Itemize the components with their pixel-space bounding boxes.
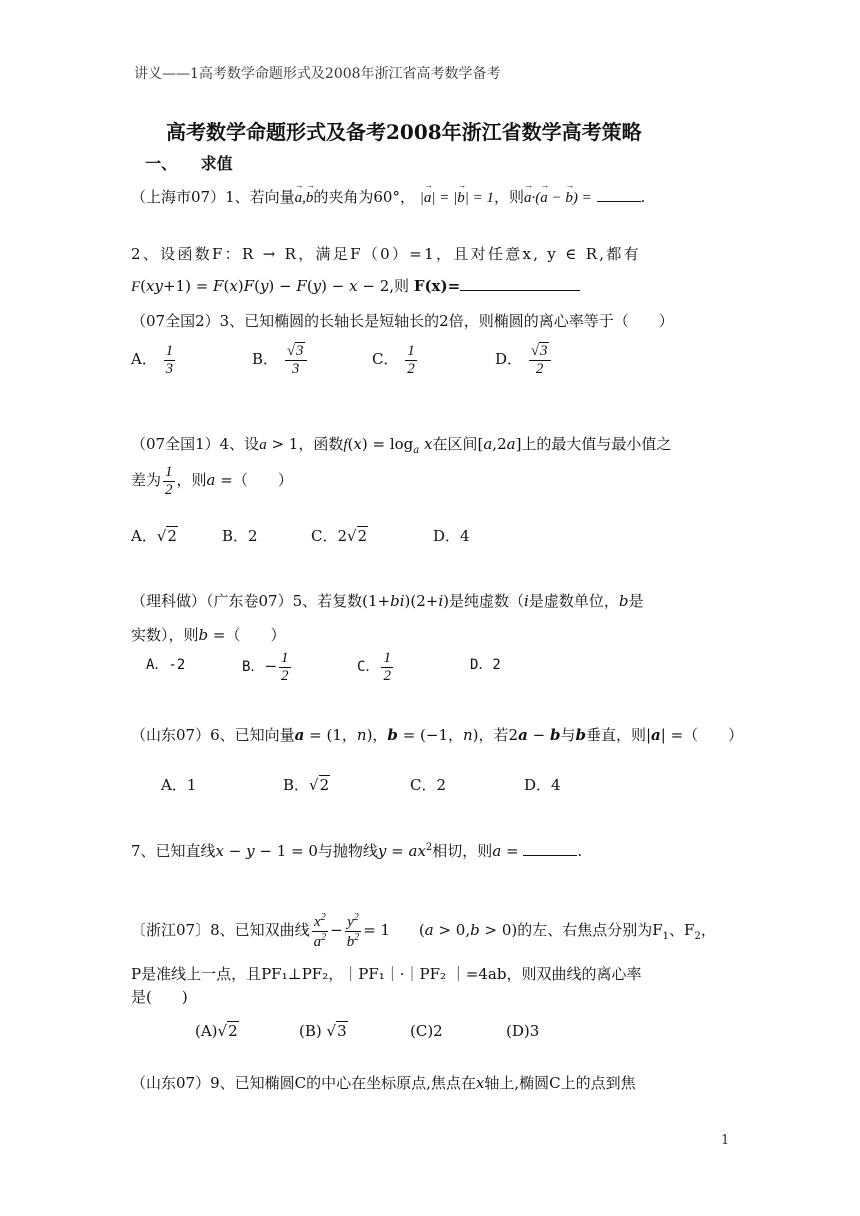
q1-answer-blank[interactable] xyxy=(597,200,641,202)
q8-frac-y: $\frac{y^2}{b^2}$ xyxy=(346,912,360,950)
q3-option-a[interactable]: A． $\frac{1}{3}$ xyxy=(131,343,174,377)
q1-text2: 的夹角为60°， xyxy=(313,188,415,206)
q4-option-c[interactable]: C．2√2 xyxy=(311,527,368,545)
q5-option-a[interactable]: A．-2 xyxy=(146,657,186,673)
q3-fraction-b: $\frac{√3}{3}$ xyxy=(285,343,307,377)
question-8-line-2: P是准线上一点，且PF₁⊥PF₂，｜PF₁｜·｜PF₂ ｜=4ab，则双曲线的离心率 xyxy=(131,965,642,983)
q3-fraction-c: $\frac{1}{2}$ xyxy=(407,343,415,377)
q1-text3: ，则 xyxy=(494,188,525,206)
q8-frac-x: $\frac{x^2}{a^2}$ xyxy=(313,912,327,950)
q1-prefix: （上海市07）1、若向量 xyxy=(131,188,295,206)
question-6: （山东07）6、已知向量a = (1，n)，b = (−1，n)，若2a − b与b垂直，则|a| =（ ） xyxy=(131,726,744,744)
q5-option-b[interactable]: B．− $\frac{1}{2}$ xyxy=(242,650,289,684)
question-4-line-1: （07全国1）4、设a > 1，函数$f(x) = \log_a x$在区间[a,2a]上的最大值与最小值之 xyxy=(131,435,672,456)
question-1: （上海市07）1、若向量→ a,→ b的夹角为60°， |→ a| = |→ b| = 1，则→ a·(→ a − → b) = . xyxy=(131,186,645,207)
q1-vectors: → a,→ b xyxy=(295,190,314,206)
q4-function: f xyxy=(343,437,348,453)
q3-fraction-a: $\frac{1}{3}$ xyxy=(165,343,174,377)
question-5-line-1: （理科做）（广东卷07）5、若复数(1+bi)(2+i)是纯虚数（i是虚数单位，b是 xyxy=(131,592,644,610)
q3-option-d[interactable]: D． $\frac{√3}{2}$ xyxy=(495,343,553,377)
page-title: 高考数学命题形式及备考2008年浙江省数学高考策略 xyxy=(166,120,642,144)
q7-answer-blank[interactable] xyxy=(523,854,577,856)
question-9: （山东07）9、已知椭圆C的中心在坐标原点,焦点在x轴上,椭圆C上的点到焦 xyxy=(131,1074,636,1092)
q8-option-c[interactable]: (C)2 xyxy=(410,1022,443,1040)
q5-option-c[interactable]: C． $\frac{1}{2}$ xyxy=(357,650,391,684)
q2-answer-blank[interactable] xyxy=(460,289,580,291)
q6-option-d[interactable]: D．4 xyxy=(524,776,561,794)
q3-option-c[interactable]: C． $\frac{1}{2}$ xyxy=(372,343,415,377)
q4-condition: a xyxy=(259,437,267,453)
q6-option-b[interactable]: B．√2 xyxy=(283,776,330,794)
q6-option-a[interactable]: A．1 xyxy=(161,776,197,794)
q2-eq-body: (xy+1) = F(x)F(y) − F(y) − x − 2 xyxy=(140,277,390,295)
question-4-line-2: 差为 $\frac{1}{2}$ ，则a =（ ） xyxy=(131,464,293,498)
q8-option-b[interactable]: (B) √3 xyxy=(299,1022,347,1040)
q2-fx: F(x)= xyxy=(413,277,461,295)
q8-option-d[interactable]: (D)3 xyxy=(506,1022,540,1040)
question-7: 7、已知直线x − y − 1 = 0与抛物线$y = ax^2$相切，则a = . xyxy=(131,842,583,860)
q3-fraction-d: $\frac{√3}{2}$ xyxy=(529,343,551,377)
q5-option-d[interactable]: D．2 xyxy=(470,657,501,673)
q2-equation: F xyxy=(131,279,141,295)
q3-option-b[interactable]: B． $\frac{√3}{3}$ xyxy=(252,343,309,377)
q6-option-c[interactable]: C．2 xyxy=(410,776,447,794)
q1-magnitudes: |→ a| = |→ b| = 1 xyxy=(420,190,494,206)
page-header: 讲义——1高考数学命题形式及2008年浙江省高考数学备考 xyxy=(134,66,501,82)
page-number: 1 xyxy=(721,1133,730,1148)
section-number: 一、 xyxy=(145,154,178,173)
question-5-line-2: 实数），则b =（ ） xyxy=(131,626,286,644)
q4-option-b[interactable]: B．2 xyxy=(222,527,258,545)
section-heading xyxy=(145,151,233,174)
question-8-line-3: 是( ) xyxy=(131,988,188,1006)
question-2-line-1: 2、设函数F：R → R，满足F（0）=1，且对任意x, y ∈ R,都有 xyxy=(131,245,641,263)
section-label: 求值 xyxy=(200,154,233,173)
q1-expression: → a·(→ a − → b) = xyxy=(524,190,592,206)
question-2-line-2 xyxy=(131,275,580,296)
q4-fraction: $\frac{1}{2}$ xyxy=(165,464,173,498)
q2-suffix: ,则 xyxy=(389,277,410,295)
question-3: （07全国2）3、已知椭圆的长轴长是短轴长的2倍，则椭圆的离心率等于（ ） xyxy=(131,312,674,330)
q4-option-a[interactable]: A．√2 xyxy=(131,527,177,545)
q8-option-a[interactable]: (A)√2 xyxy=(195,1022,238,1040)
q4-option-d[interactable]: D．4 xyxy=(433,527,470,545)
question-8-line-1: 〔浙江07〕8、已知双曲线 $\frac{x^2}{a^2}$ − $\frac{y^2}{b^2}$ = 1 (a > 0,b > 0)的左、右焦点分别为$F_1$、$F_2$， xyxy=(131,912,716,950)
